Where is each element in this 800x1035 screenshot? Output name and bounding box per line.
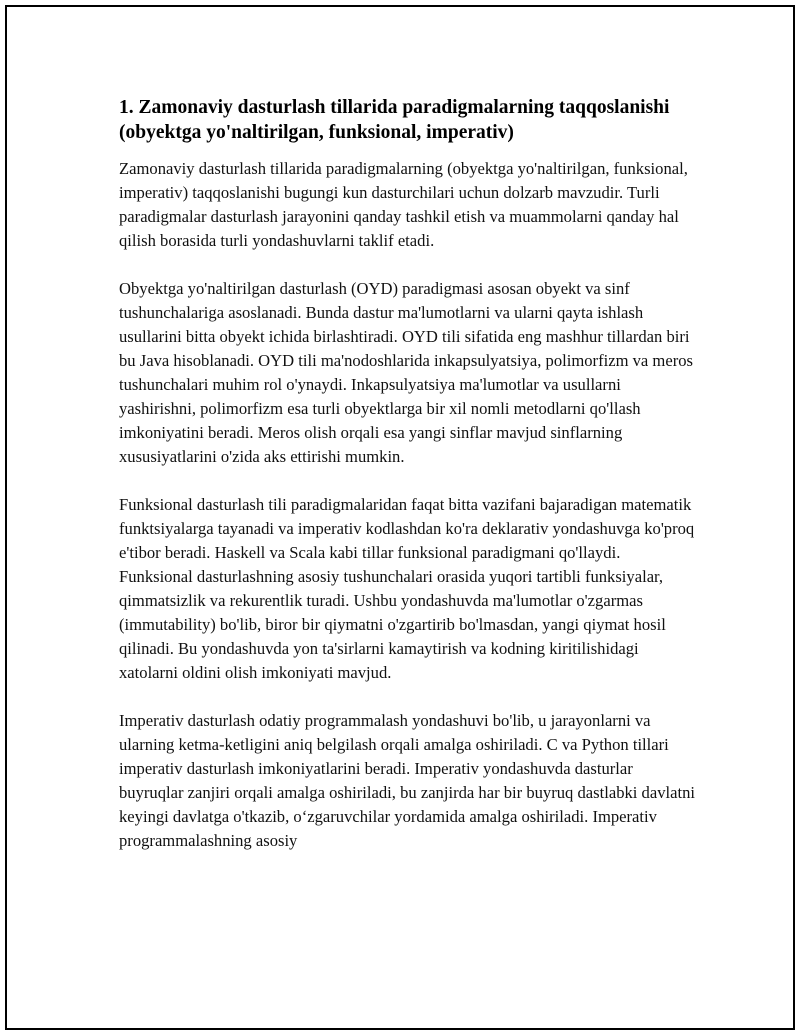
paragraph-oop: Obyektga yo'naltirilgan dasturlash (OYD) paradigmasi asosan obyekt va sinf tushunchalariga asoslanadi. Bunda dastur ma'lumotlarni va ularni qayta ishlash usullarini bitta obyekt ichida birlashtiradi. OYD tili sifatida eng mashhur tillardan biri bu Java hisoblanadi. OYD tili ma'nodoshlarida inkapsulyatsiya, polimorfizm va meros tushunchalari muhim rol o'ynaydi. Inkapsulyatsiya ma'lumotlar va usullarni yashirishni, polimorfizm esa turli obyektlarga bir xil nomli metodlarni qo'llash imkoniyatini beradi. Meros olish orqali esa yangi sinflar mavjud sinflarning xususiyatlarini o'zida aks ettirishi mumkin. <box>119 279 693 466</box>
document-page <box>5 5 795 1030</box>
paragraph-imperative: Imperativ dasturlash odatiy programmalash yondashuvi bo'lib, u jarayonlarni va ularning ketma-ketligini aniq belgilash orqali amalga oshiriladi. C va Python tillari imperativ dasturlash imkoniyatlarini beradi. Imperativ yondashuvda dasturlar buyruqlar zanjiri orqali amalga oshiriladi, bu zanjirda har bir buyruq dastlabki davlatni keyingi davlatga o'tkazib, o‘zgaruvchilar yordamida amalga oshiriladi. Imperativ programmalashning asosiy <box>119 711 695 850</box>
paragraph-intro: Zamonaviy dasturlash tillarida paradigmalarning (obyektga yo'naltirilgan, funksional, imperativ) taqqoslanishi bugungi kun dasturchilari uchun dolzarb mavzudir. Turli paradigmalar dasturlash jarayonini qanday tashkil etish va muammolarni qanday hal qilish borasida turli yondashuvlarni taklif etadi. <box>119 159 688 250</box>
document-body <box>119 95 697 877</box>
page-title: 1. Zamonaviy dasturlash tillarida paradigmalarning taqqoslanishi (obyektga yo'naltirilgan, funksional, imperativ) <box>119 97 670 143</box>
paragraph-functional: Funksional dasturlash tili paradigmalaridan faqat bitta vazifani bajaradigan matematik funktsiyalarga tayanadi va imperativ kodlashdan ko'ra deklarativ yondashuvga ko'proq e'tibor beradi. Haskell va Scala kabi tillar funksional paradigmani qo'llaydi. Funksional dasturlashning asosiy tushunchalari orasida yuqori tartibli funksiyalar, qimmatsizlik va rekurentlik turadi. Ushbu yondashuvda ma'lumotlar o'zgarmas (immutability) bo'lib, biror bir qiymatni o'zgartirib bo'lmasdan, yangi qiymat hosil qilinadi. Bu yondashuvda yon ta'sirlarni kamaytirish va kodning kiritilishidagi xatolarni oldini olish imkoniyati mavjud. <box>119 495 695 682</box>
